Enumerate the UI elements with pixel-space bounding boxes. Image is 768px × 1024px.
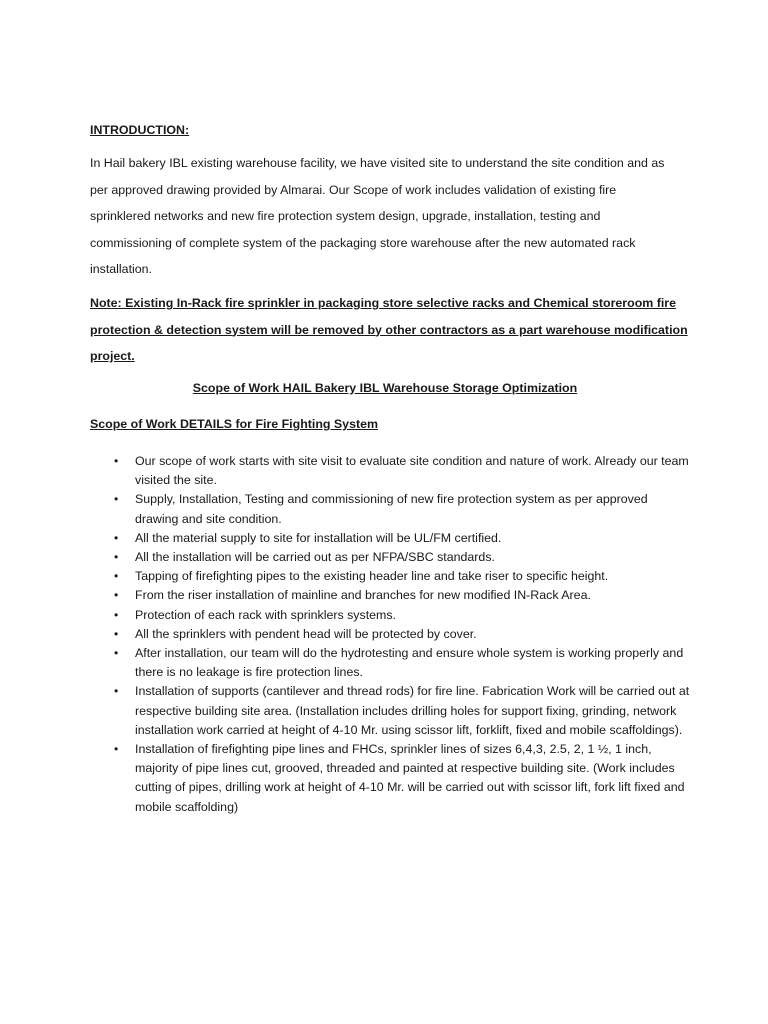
bullet-icon: • [114,569,119,584]
bullet-icon: • [114,550,119,565]
introduction-heading: INTRODUCTION: [90,123,190,137]
list-item-text: Installation of firefighting pipe lines and FHCs, sprinkler lines of sizes 6,4,3, 2.5, 2, 1 ½, 1 inch, majority of pipe lines cut, grooved, threaded and painted at respective building site. (Work includes cutting of pipes, drilling work at height of 4-10 Mr. will be carried out with scissor lift, fork lift fixed and mobile scaffolding) [135,742,685,814]
scope-title: Scope of Work HAIL Bakery IBL Warehouse Storage Optimization [192,381,578,395]
bullet-icon: • [114,588,119,603]
list-item [90,529,690,548]
list-item-text: Our scope of work starts with site visit to evaluate site condition and nature of work. Already our team visited the site. [135,454,689,488]
scope-subtitle: Scope of Work DETAILS for Fire Fighting System [90,417,378,431]
list-item-text: Tapping of firefighting pipes to the existing header line and take riser to specific height. [135,569,609,584]
introduction-paragraph: In Hail bakery IBL existing warehouse facility, we have visited site to understand the site condition and as per approved drawing provided by Almarai. Our Scope of work includes validation of existing fire sprinklered networks and new fire protection system design, upgrade, installation, testing and commissioning of complete system of the packaging store warehouse after the new automated rack installation. [90,156,665,276]
list-item-text: After installation, our team will do the hydrotesting and ensure whole system is working properly and there is no leakage is fire protection lines. [135,646,684,680]
list-item [90,567,690,586]
scope-bullet-list [90,452,690,817]
bullet-icon: • [114,492,119,507]
list-item [90,606,690,625]
bullet-icon: • [114,684,119,699]
list-item-text: From the riser installation of mainline and branches for new modified IN-Rack Area. [135,588,591,603]
list-item [90,682,690,740]
bullet-icon: • [114,607,119,622]
list-item-text: All the installation will be carried out as per NFPA/SBC standards. [135,550,495,565]
note-paragraph: Note: Existing In-Rack fire sprinkler in packaging store selective racks and Chemical storeroom fire protection & detection system will be removed by other contractors as a part warehouse modification project. [90,296,688,363]
list-item [90,740,690,817]
list-item [90,586,690,605]
list-item-text: Installation of supports (cantilever and thread rods) for fire line. Fabrication Work will be carried out at respective building site area. (Installation includes drilling holes for support fixing, grinding, network installation work carried at height of 4-10 Mr. using scissor lift, forklift, fixed and mobile scaffoldings). [135,684,690,737]
list-item-text: All the material supply to site for installation will be UL/FM certified. [135,530,502,545]
list-item-text: All the sprinklers with pendent head will be protected by cover. [135,626,477,641]
bullet-icon: • [114,454,119,468]
list-item [90,644,690,682]
bullet-icon: • [114,530,119,545]
list-item [90,490,690,528]
bullet-icon: • [114,626,119,641]
list-item-text: Protection of each rack with sprinklers systems. [135,607,396,622]
list-item [90,625,690,644]
bullet-icon: • [114,742,119,757]
bullet-icon: • [114,646,119,661]
list-item [90,548,690,567]
list-item [90,452,690,490]
list-item-text: Supply, Installation, Testing and commissioning of new fire protection system as per approved drawing and site condition. [135,492,648,526]
